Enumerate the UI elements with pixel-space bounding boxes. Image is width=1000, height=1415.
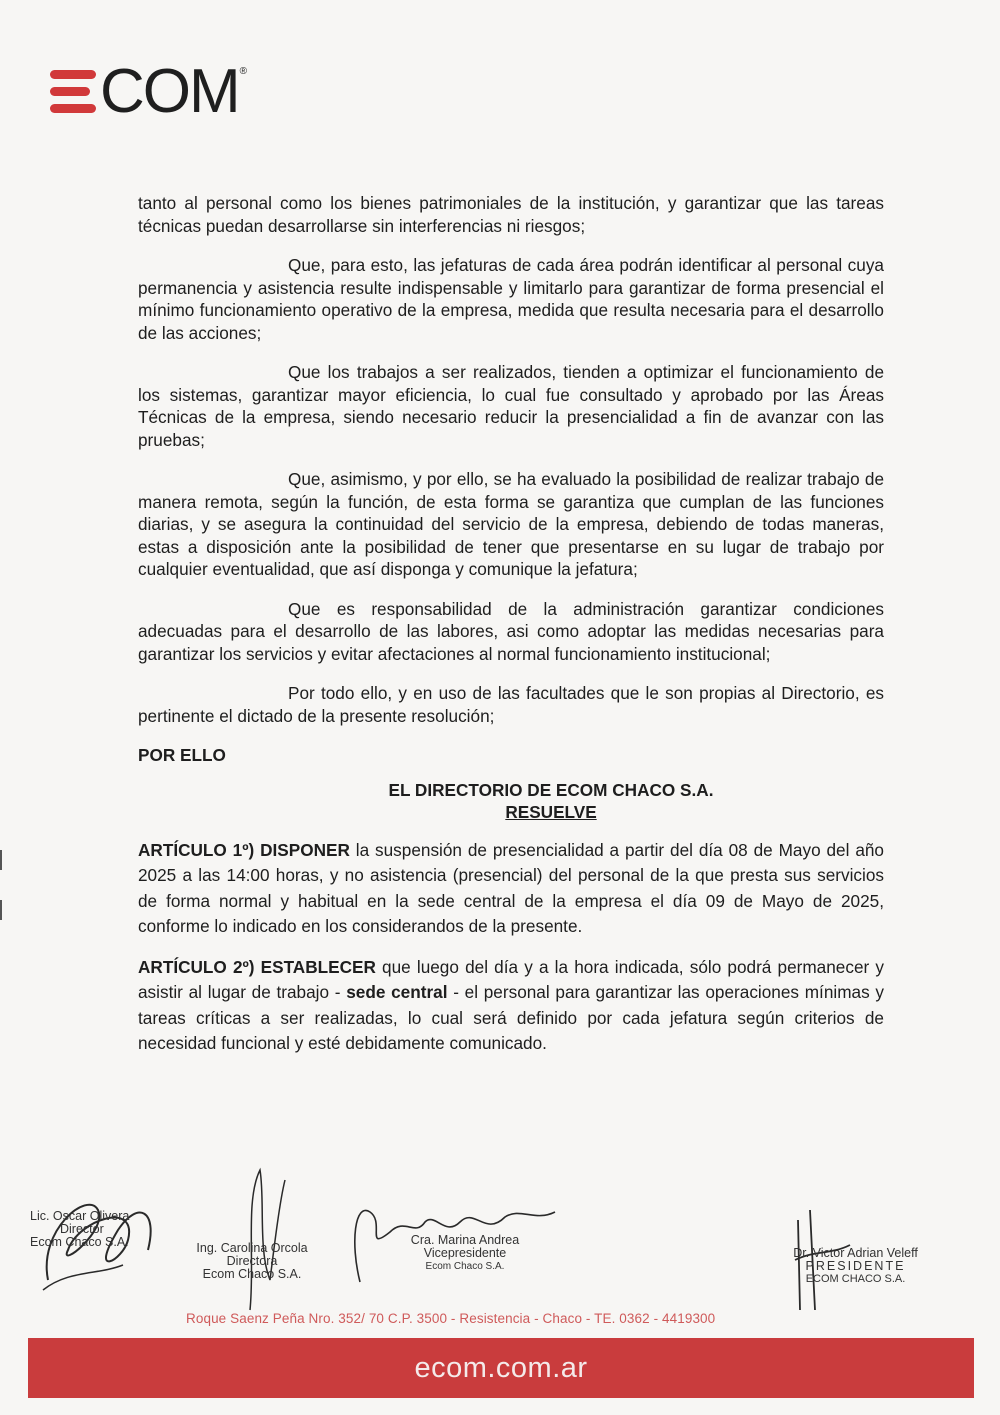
paragraph-4: Que, asimismo, y por ello, se ha evaluado la posibilidad de realizar trabajo de manera remota, según la función, de esta forma se garantiza que cumplan de las funciones diarias, y se asegura la continuidad del servicio de la empresa, debiendo de todas maneras, estas a disposición ante la posibilidad de tener que presentarse en su lugar de trabajo por cualquier eventualidad, que así disponga y comunique la jefatura;	[138, 469, 884, 579]
logo-registered-mark: ®	[239, 66, 248, 77]
article-2	[138, 955, 884, 1057]
signature-name: Dr. Victor Adrian Veleff	[793, 1246, 918, 1260]
signature-org: Ecom Chaco S.A.	[202, 1267, 302, 1281]
scan-edge-mark	[0, 850, 2, 870]
signature-name: Lic. Oscar Olivera	[30, 1209, 130, 1223]
signature-org: ECOM CHACO S.A.	[805, 1273, 906, 1285]
signature-org: Ecom Chaco S.A.	[30, 1235, 129, 1249]
signature-scribble-2	[230, 1160, 300, 1320]
por-ello-label: POR ELLO	[138, 745, 226, 765]
signature-vicepresident	[380, 1234, 550, 1273]
paragraph-6: Por todo ello, y en uso de las facultades que le son propias al Directorio, es pertinente el dictado de la presente resolución;	[138, 683, 884, 726]
signature-role: Directora	[226, 1254, 278, 1268]
scan-edge-mark	[0, 900, 2, 920]
signature-director-2	[172, 1242, 332, 1281]
paragraph-5: Que es responsabilidad de la administración garantizar condiciones adecuadas para el desarrollo de las labores, asi como adoptar las medidas necesarias para garantizar los servicios y evitar afectaciones al normal funcionamiento institucional;	[138, 598, 884, 664]
signature-org: Ecom Chaco S.A.	[425, 1261, 505, 1272]
signature-director-1	[30, 1210, 180, 1249]
ecom-logo	[50, 57, 248, 126]
logo-e-bars-icon	[50, 66, 98, 118]
article-1	[138, 838, 884, 940]
paragraph-2: Que, para esto, las jefaturas de cada área podrán identificar al personal cuya permanencia y asistencia resulte indispensable y limitarlo para garantizar de forma presencial el mínimo funcionamiento operativo de la empresa, medida que resulta necesaria para el desarrollo de las acciones;	[138, 255, 884, 343]
article-2-text-a: que luego del día y a la hora indicada, sólo podrá permanecer y asistir al lugar de trabajo -	[138, 956, 884, 1002]
signature-name: Ing. Carolina Orcola	[196, 1241, 308, 1255]
signature-name: Cra. Marina Andrea	[410, 1233, 520, 1247]
signature-role: Vicepresidente	[423, 1246, 507, 1260]
footer-address: Roque Saenz Peña Nro. 352/ 70 C.P. 3500 - Resistencia - Chaco - TE. 0362 - 4419300	[186, 1311, 716, 1326]
resolution-heading: EL DIRECTORIO DE ECOM CHACO S.A.	[388, 779, 714, 800]
article-2-text-b: - el personal para garantizar las operaciones mínimas y tareas críticas a ser realizadas, lo cual será definido por cada jefatura según criterios de necesidad funcional y esté debidamente comunicado.	[138, 982, 884, 1053]
paragraph-1: tanto al personal como los bienes patrimoniales de la institución, y garantizar que las tareas técnicas puedan desarrollarse sin interferencias ni riesgos;	[138, 193, 884, 236]
footer-website: ecom.com.ar	[414, 1351, 588, 1384]
signature-role: Director	[60, 1222, 104, 1236]
article-1-lead: ARTÍCULO 1º) DISPONER	[138, 839, 350, 860]
logo-text: COM	[100, 57, 239, 126]
resuelve-heading: RESUELVE	[505, 802, 597, 822]
article-2-lead: ARTÍCULO 2º) ESTABLECER	[138, 956, 376, 977]
signature-role: PRESIDENTE	[805, 1259, 906, 1273]
paragraph-3: Que los trabajos a ser realizados, tienden a optimizar el funcionamiento de los sistemas, garantizar mayor eficiencia, lo cual fue consultado y aprobado por las Áreas Técnicas de la empresa, siendo necesario reducir la presencialidad a fin de avanzar con las pruebas;	[138, 362, 884, 450]
article-1-text: la suspensión de presencialidad a partir del día 08 de Mayo del año 2025 a las 14:00 horas, y no asistencia (presencial) del personal de la que presta sus servicios de forma normal y habitual en la sede central de la empresa el día 09 de Mayo de 2025, conforme lo indicado en los considerandos de la presente.	[138, 839, 884, 936]
article-2-bold: sede central	[346, 982, 448, 1002]
signature-president	[768, 1247, 943, 1286]
footer-bar	[28, 1338, 974, 1398]
document-body	[138, 192, 884, 1072]
